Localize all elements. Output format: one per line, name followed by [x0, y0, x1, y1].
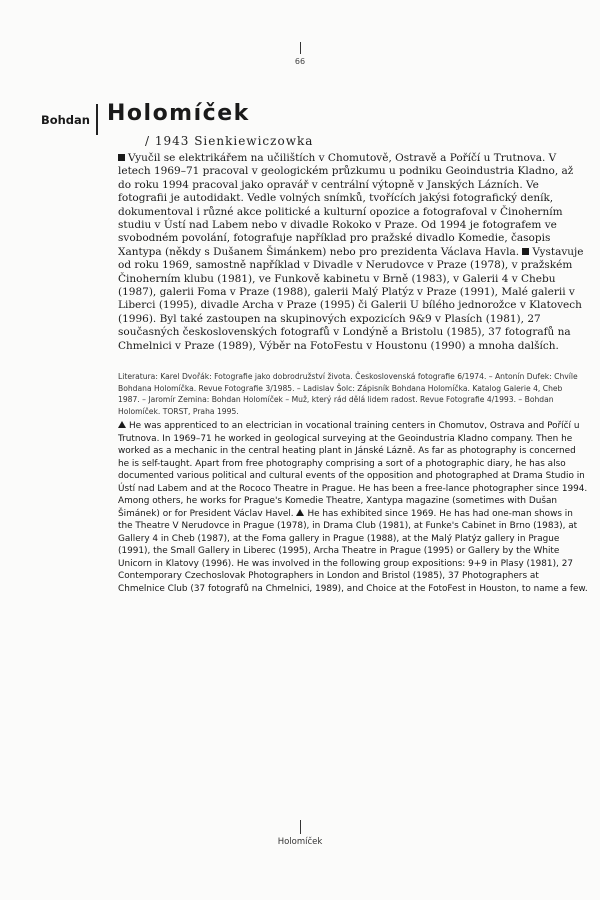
triangle-bullet-icon [296, 509, 304, 516]
page-number-tick [300, 42, 301, 54]
artist-first-name: Bohdan [40, 113, 90, 127]
footer-tick [300, 820, 301, 834]
literature-references: Literatura: Karel Dvořák: Fotografie jako dobrodružství života. Československá fotografie 6/1974. – Antonín Dufek: Chvíle Bohdana Holomíčka. Revue Fotografie 3/1985. – Ladislav Šolc: Zápisník Bohdana Holomíčka. Katalog Galerie 4, Cheb 1987. – Jaromír Zemina: Bohdan Holomíček – Muž, který rád dělá lidem radost. Revue Fotografie 4/1993. – Bohdan Holomíček. TORST, Praha 1995. [118, 372, 578, 416]
footer-running-title: Holomíček [277, 837, 323, 847]
page-number-text: 66 [294, 57, 306, 66]
english-bio-part1: He was apprenticed to an electrician in vocational training centers in Chomutov, Ostrava and Poříčí u Trutnova. In 1969–71 he worked in geological surveying at the Geoindustria Kladno company. Then he worked as a mechanic in the central heating plant in Jánské Lázně. As far as photography is concerned he is self-taught. Apart from free photography comprising a sort of a photographic diary, he has also documented various political and cultural events of the opposition and photographed at Drama Studio in Ústí nad Labem and at the Rococo Theatre in Prague. He has been a free-lance photographer since 1994. Among others, he works for Prague's Komedie Theatre, Xantypa magazine (sometimes with Dušan Šimánek) or for President Václav Havel. [118, 421, 588, 519]
birth-info: / 1943 Sienkiewiczowka [145, 134, 314, 148]
artist-surname: Holomíček [107, 101, 250, 126]
english-biography [118, 420, 588, 595]
header-divider [96, 104, 98, 135]
czech-bio-paragraph [118, 152, 588, 353]
page-footer [0, 820, 600, 847]
english-bio-paragraph [118, 420, 588, 595]
triangle-bullet-icon [118, 421, 126, 428]
page-number [0, 42, 600, 66]
czech-biography [118, 152, 588, 353]
square-bullet-icon [522, 248, 529, 255]
czech-bio-part1: Vyučil se elektrikářem na učilištích v Chomutově, Ostravě a Poříčí u Trutnova. V letech 1969–71 pracoval v geologickém průzkumu u podniku Geoindustria Kladno, až do roku 1994 pracoval jako opravář v centrální výtopně v Janských Lázních. Ve fotografii je autodidakt. Vedle volných snímků, tvořících jakýsi fotografický deník, dokumentoval i různé akce politické a kulturní opozice a fotografoval v Činoherním studiu v Ústí nad Labem nebo v divadle Rokoko v Praze. Od 1994 je fotografem ve svobodném povolání, fotografuje například pro pražské divadlo Komedie, časopis Xantypa (někdy s Dušanem Šimánkem) nebo pro prezidenta Václava Havla. [118, 152, 574, 258]
english-bio-part2: He has exhibited since 1969. He has had one-man shows in the Theatre V Nerudovce in Prague (1978), in Drama Club (1981), at Funke's Cabinet in Brno (1983), at Gallery 4 in Cheb (1987), at the Foma gallery in Prague (1988), at the Malý Platýz gallery in Prague (1991), the Small Gallery in Liberec (1995), Archa Theatre in Prague (1995) or Gallery by the White Unicorn in Klatovy (1996). He was involved in the following group expositions: 9+9 in Plasy (1981), 27 Contemporary Czechoslovak Photographers in London and Bristol (1985), 37 Photographers at Chmelnice Club (37 fotografů na Chmelnici, 1989), and Choice at the FotoFest in Houston, to name a few. [118, 508, 588, 594]
czech-bio-part2: Vystavuje od roku 1969, samostně například v Divadle v Nerudovce v Praze (1978), v pražském Činoherním klubu (1981), ve Funkově kabinetu v Brně (1983), v Galerii 4 v Chebu (1987), galerii Foma v Praze (1988), galerii Malý Platýz v Praze (1991), Malé galerii v Liberci (1995), divadle Archa v Praze (1995) či Galerii U bílého jednorožce v Klatovech (1996). Byl také zastoupen na skupinových expozicích 9&9 v Plasích (1981), 27 současných československých fotografů v Londýně a Bristolu (1985), 37 fotografů na Chmelnici v Praze (1989), Výběr na FotoFestu v Houstonu (1990) a mnoha dalších. [118, 245, 584, 352]
square-bullet-icon [118, 154, 125, 161]
